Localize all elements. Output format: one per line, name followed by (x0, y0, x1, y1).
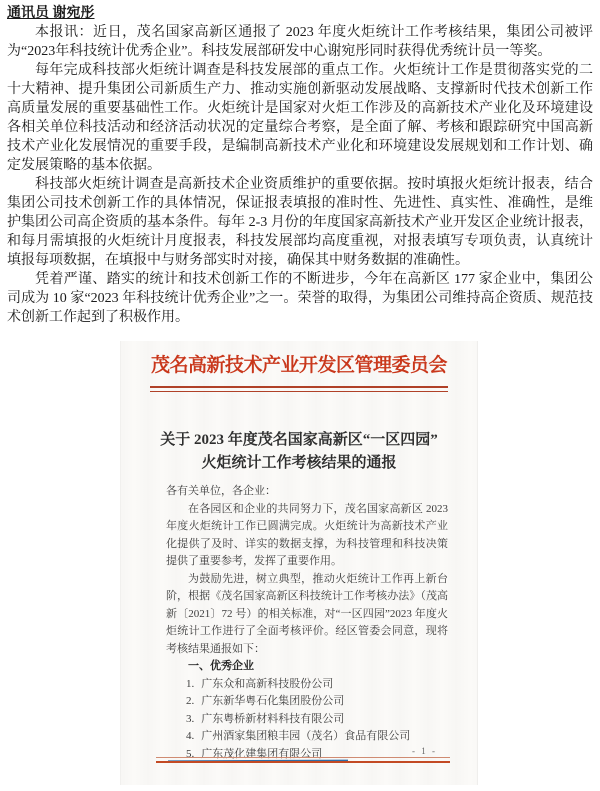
company-item-2 (186, 693, 448, 711)
company-number: 2. (186, 695, 195, 707)
company-number: 1. (186, 677, 195, 690)
company-name: 广东茂化建集团有限公司 (201, 747, 323, 760)
company-number: 5. (186, 747, 195, 760)
company-number: 4. (186, 730, 195, 742)
company-name: 广东新华粤石化集团股份公司 (201, 695, 345, 707)
article-paragraph-4: 凭着严谨、踏实的统计和技术创新工作的不断进步，今年在高新区 177 家企业中，集团公司成为 10 家“2023 年科技统计优秀企业”之一。荣誉的取得，为集团公司维持高企资质、规范技术创新工作起到了积极作用。 (7, 272, 593, 325)
company-name: 广东粤桥新材料科技有限公司 (201, 712, 345, 725)
salutation: 各有关单位，各企业： (166, 485, 276, 497)
page-number: - 1 - (412, 746, 437, 756)
company-name: 广东众和高新科技股份公司 (201, 677, 334, 690)
doc-title-line1: 关于 2023 年度茂名国家高新区“一区四园” (160, 432, 438, 448)
company-item-1 (186, 676, 448, 694)
notice-scan-image (120, 341, 478, 785)
red-double-rule-bottom (156, 757, 450, 763)
notice-paragraph-2: 为鼓励先进，树立典型，推动火炬统计工作再上新台阶，根据《茂名国家高新区科技统计工作考核办法》（茂高新〔2021〕72 号）的相关标准，对“一区四园”2023 年度火炬统计工作进行了全面考核评价。经区管委会同意，现将考核结果通报如下： (166, 572, 448, 655)
red-double-rule-top (150, 386, 448, 392)
company-item-3 (186, 711, 448, 729)
notice-org-title: 茂名高新技术产业开发区管理委员会 (150, 355, 447, 376)
company-name: 广州酒家集团粮丰园（茂名）食品有限公司 (201, 730, 411, 742)
article-paragraph-3: 科技部火炬统计调查是高新技术企业资质维护的重要依据。按时填报火炬统计报表，结合集团公司技术创新工作的具体情况，保证报表填报的准时性、先进性、真实性、准确性，是维护集团公司高企资质的基本条件。每年 2-3 月份的年度国家高新技术产业开发区企业统计报表，和每月需填报的火炬统计月度报表，科技发展部均高度重视，对报表填写专项负责，认真统计填报每项数据，在填报中与财务部实时对接，确保其中财务数据的准确性。 (7, 177, 593, 268)
notice-body (166, 483, 448, 763)
company-list (166, 676, 448, 764)
company-number: 3. (186, 712, 195, 725)
article-paragraph-1: 本报讯：近日，茂名国家高新区通报了 2023 年度火炬统计工作考核结果，集团公司被评为“2023年科技统计优秀企业”。科技发展部研发中心谢宛彤同时获得优秀统计员一等奖。 (7, 25, 593, 59)
section-heading-excellent-enterprises: 一、优秀企业 (188, 660, 254, 672)
notice-doc-title (120, 429, 478, 475)
byline: 通讯员 谢宛彤 (7, 6, 95, 21)
news-article (7, 4, 593, 327)
notice-paragraph-1: 在各园区和企业的共同努力下，茂名国家高新区 2023 年度火炬统计工作已圆满完成。火炬统计为高新技术产业化提供了及时、详实的数据支撑，为科技管理和科技决策提供了重要参考，发挥了重要作用。 (166, 502, 448, 567)
article-paragraph-2: 每年完成科技部火炬统计调查是科技发展部的重点工作。火炬统计工作是贯彻落实党的二十大精神、提升集团公司新质生产力、推动实施创新驱动发展战略、支撑新时代技术创新工作高质量发展的重要基础性工作。火炬统计是国家对火炬工作涉及的高新技术产业化及环境建设各相关单位科技活动和经济活动状况的定量综合考察，是全面了解、考核和跟踪研究中国高新技术产业化发展情况的重要手段，是编制高新技术产业化和环境建设发展规划和工作计划、确定发展策略的基本依据。 (7, 63, 593, 173)
company-item-4 (186, 728, 448, 746)
doc-title-line2: 火炬统计工作考核结果的通报 (201, 455, 397, 471)
